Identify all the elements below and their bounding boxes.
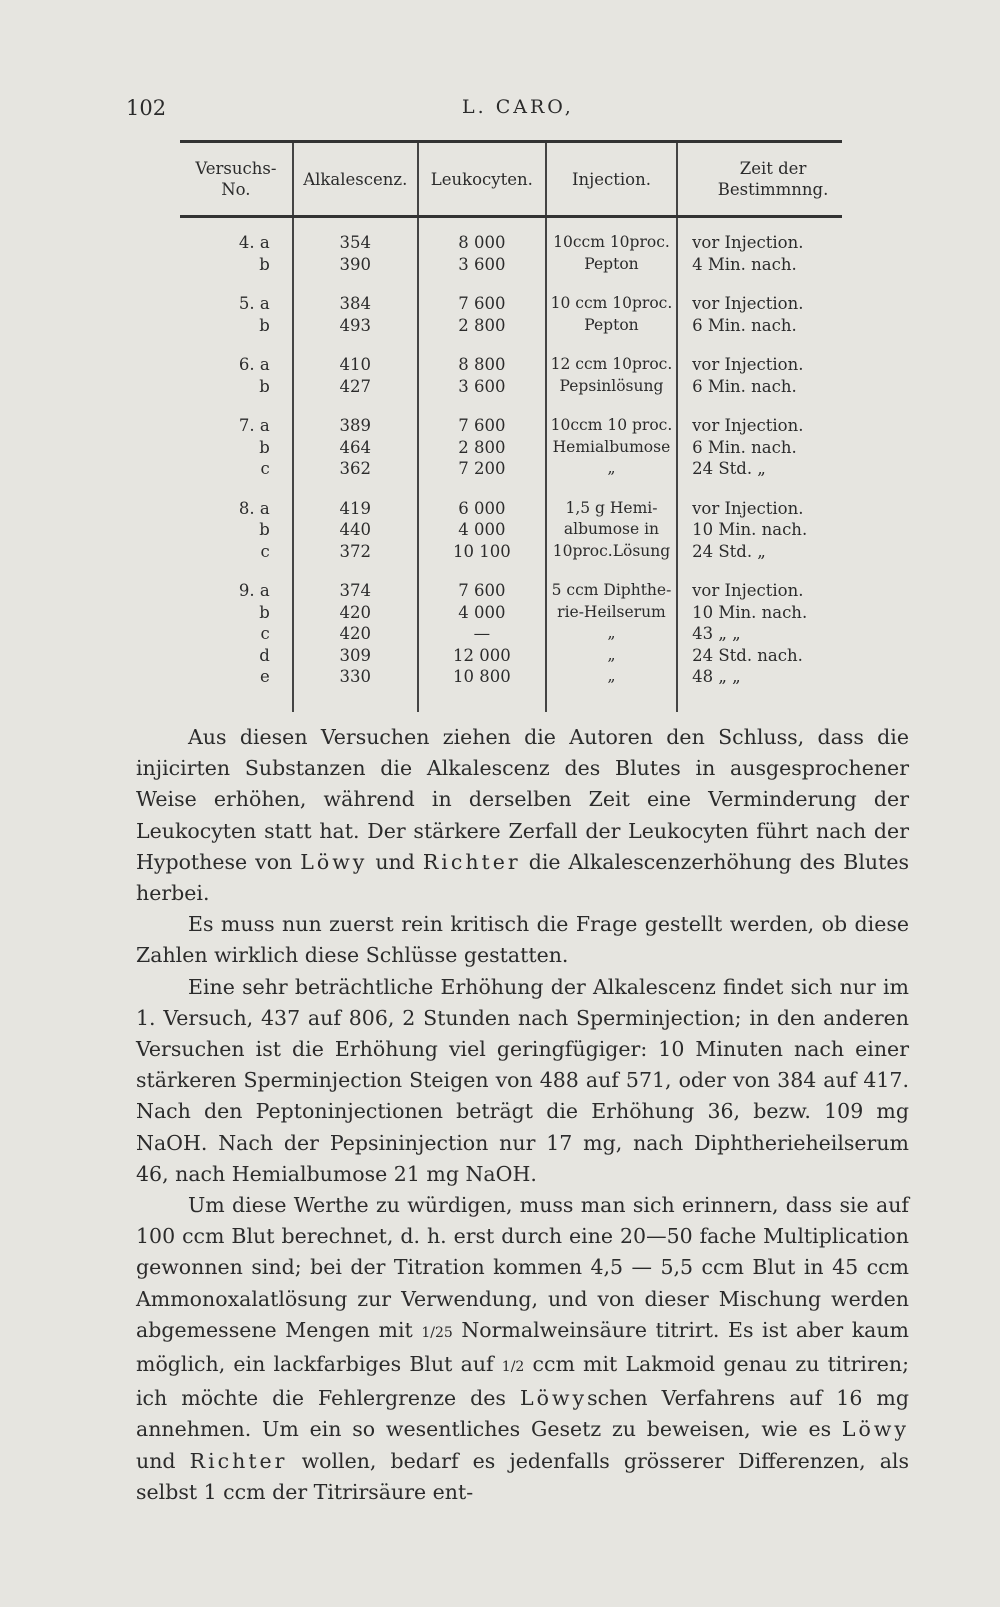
cell-zeit: vor Injection. 10 Min. nach. 43 „ „ 24 Std. nach. 48 „ „ xyxy=(677,580,842,712)
author-name: Richter xyxy=(189,1448,288,1473)
text-run: und xyxy=(367,849,423,874)
results-table xyxy=(180,140,842,712)
col-header-alkalescenz: Alkalescenz. xyxy=(293,142,418,217)
cell-zeit: vor Injection. 4 Min. nach. xyxy=(677,217,842,294)
cell-alkalescenz: 389 464 362 xyxy=(293,415,418,498)
page-number: 102 xyxy=(126,96,167,120)
running-head: L. CARO, xyxy=(462,96,574,118)
cell-zeit: vor Injection. 6 Min. nach. xyxy=(677,293,842,354)
cell-zeit: vor Injection. 10 Min. nach. 24 Std. „ xyxy=(677,498,842,581)
cell-injection: 10ccm 10proc. Pepton xyxy=(546,217,677,294)
cell-alkalescenz: 419 440 372 xyxy=(293,498,418,581)
fraction: 1/2 xyxy=(501,1359,525,1376)
cell-alkalescenz: 374 420 420 309 330 xyxy=(293,580,418,712)
cell-alkalescenz: 354 390 xyxy=(293,217,418,294)
col-header-leukocyten: Leukocyten. xyxy=(418,142,546,217)
cell-versuchs-no: 7. a b c xyxy=(238,416,270,478)
col-header-injection: Injection. xyxy=(546,142,677,217)
col-header-versuchs-no: Versuchs-No. xyxy=(180,142,293,217)
cell-leukocyten: 6 000 4 000 10 100 xyxy=(418,498,546,581)
cell-leukocyten: 7 600 4 000 — 12 000 10 800 xyxy=(418,580,546,712)
cell-versuchs-no: 8. a b c xyxy=(238,498,270,561)
table-row xyxy=(180,354,842,415)
cell-leukocyten: 7 600 2 800 xyxy=(418,293,546,354)
cell-injection: 10 ccm 10proc. Pepton xyxy=(546,293,677,354)
cell-versuchs-no: 9. a b c d e xyxy=(238,581,270,686)
paragraph: Eine sehr beträchtliche Erhöhung der Alkalescenz findet sich nur im 1. Versuch, 437 auf 806, 2 Stunden nach Sperminjection; in den anderen Versuchen ist die Erhöhung viel geringfügiger: 10 Minuten nach einer stärkeren Sperminjection Steigen von 488 auf 571, oder von 384 auf 417. Nach den Peptoninjectionen beträgt die Erhöhung 36, bezw. 109 mg NaOH. Nach der Pepsininjection nur 17 mg, nach Diphtherieheilserum 46, nach Hemialbumose 21 mg NaOH. xyxy=(136,974,909,1186)
cell-alkalescenz: 384 493 xyxy=(293,293,418,354)
text-run: ccm mit Lakmoid genau zu titriren; ich möchte die Fehlergrenze des xyxy=(136,1352,909,1411)
text-run: die Alkalescenzerhöhung des Blutes herbei. xyxy=(136,849,910,906)
cell-leukocyten: 7 600 2 800 7 200 xyxy=(418,415,546,498)
cell-injection: 12 ccm 10proc. Pepsinlösung xyxy=(546,354,677,415)
text-run: und xyxy=(136,1448,190,1473)
cell-injection: 10ccm 10 proc. Hemialbumose „ xyxy=(546,415,677,498)
cell-zeit: vor Injection. 6 Min. nach. xyxy=(677,354,842,415)
page-header xyxy=(0,96,1000,126)
text-run: Normalweinsäure titrirt. Es ist aber kaum möglich, ein lackfarbiges Blut auf xyxy=(136,1317,909,1377)
fraction: 1/25 xyxy=(421,1324,453,1341)
author-name: Richter xyxy=(422,849,521,874)
body-text xyxy=(136,722,909,1508)
author-name: Löwy xyxy=(841,1417,909,1442)
text-run: Aus diesen Versuchen ziehen die Autoren den Schluss, dass die injicirten Substanzen die Alkalescenz des Blutes in ausgesprochener Weise erhöhen, während in derselben Zeit eine Verminderung der Leukocyten statt hat. Der stärkere Zerfall der Leukocyten führt nach der Hypothese von xyxy=(136,725,909,874)
table-header-row xyxy=(180,142,842,217)
text-run: schen Verfahrens auf 16 mg annehmen. Um ein so wesentliches Gesetz zu beweisen, wie es xyxy=(136,1386,909,1442)
table-row xyxy=(180,217,842,294)
cell-zeit: vor Injection. 6 Min. nach. 24 Std. „ xyxy=(677,415,842,498)
author-name: Löwy xyxy=(520,1386,588,1411)
table-row xyxy=(180,415,842,498)
cell-versuchs-no: 5. a b xyxy=(238,294,270,335)
cell-leukocyten: 8 800 3 600 xyxy=(418,354,546,415)
paragraph xyxy=(136,722,909,909)
table-row xyxy=(180,293,842,354)
paragraph xyxy=(136,1190,909,1508)
cell-injection: 1,5 g Hemi- albumose in 10proc.Lösung xyxy=(546,498,677,581)
text-run: wollen, bedarf es jedenfalls grösserer Differenzen, als selbst 1 ccm der Titrirsäure ent- xyxy=(136,1448,910,1504)
cell-injection: 5 ccm Diphthe- rie-Heilserum „ „ „ xyxy=(546,580,677,712)
cell-alkalescenz: 410 427 xyxy=(293,354,418,415)
cell-versuchs-no: 6. a b xyxy=(238,355,270,396)
cell-leukocyten: 8 000 3 600 xyxy=(418,217,546,294)
cell-versuchs-no: 4. a b xyxy=(238,233,270,274)
col-header-zeit: Zeit der Bestimmnng. xyxy=(677,142,842,217)
table-row xyxy=(180,498,842,581)
author-name: Löwy xyxy=(300,849,368,874)
paragraph: Es muss nun zuerst rein kritisch die Frage gestellt werden, ob diese Zahlen wirklich diese Schlüsse gestatten. xyxy=(136,912,909,968)
text-run: Um diese Werthe zu würdigen, muss man sich erinnern, dass sie auf 100 ccm Blut berechnet, d. h. erst durch eine 20—50 fache Multiplication gewonnen sind; bei der Titration kommen 4,5 — 5,5 ccm Blut in 45 ccm Ammonoxalatlösung zur Verwendung, und von dieser Mischung werden abgemessene Mengen mit xyxy=(136,1193,909,1342)
table-row xyxy=(180,580,842,712)
